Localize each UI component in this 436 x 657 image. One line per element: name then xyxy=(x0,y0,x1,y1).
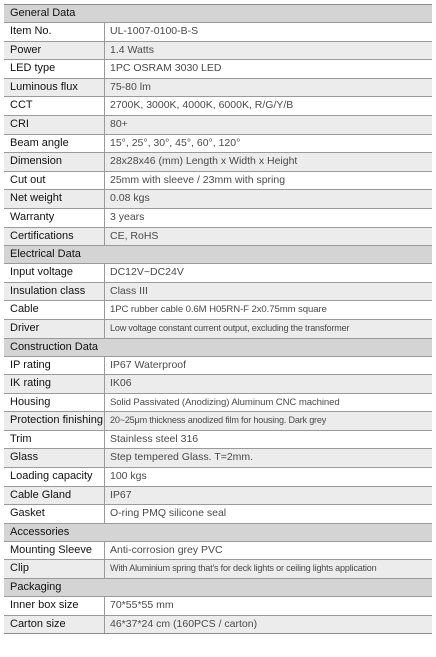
spec-row-beam-angle xyxy=(4,135,432,154)
spec-value: 100 kgs xyxy=(110,470,147,483)
spec-row-housing xyxy=(4,394,432,413)
spec-value: 20~25μm thickness anodized film for housing. Dark grey xyxy=(110,415,327,426)
spec-row-gasket xyxy=(4,505,432,524)
spec-label: LED type xyxy=(4,60,105,78)
spec-label: Loading capacity xyxy=(4,468,105,486)
spec-label: Warranty xyxy=(4,209,105,227)
spec-value: IP67 Waterproof xyxy=(110,358,187,371)
spec-label: Mounting Sleeve xyxy=(4,542,105,560)
spec-row-inner-box-size xyxy=(4,597,432,616)
spec-value: IK06 xyxy=(110,377,132,390)
spec-value: 1.4 Watts xyxy=(110,43,154,56)
spec-label: Beam angle xyxy=(4,135,105,153)
spec-value: O-ring PMQ silicone seal xyxy=(110,507,227,520)
spec-label: IK rating xyxy=(4,375,105,393)
section-header-construction-data: Construction Data xyxy=(4,339,432,357)
spec-label: Cable xyxy=(4,301,105,319)
spec-row-warranty xyxy=(4,209,432,228)
spec-row-power xyxy=(4,42,432,61)
section-header-accessories: Accessories xyxy=(4,524,432,542)
spec-value: UL-1007-0100-B-S xyxy=(110,25,199,37)
spec-value: 46*37*24 cm (160PCS / carton) xyxy=(110,617,258,630)
spec-row-led-type xyxy=(4,60,432,79)
spec-value: 1PC OSRAM 3030 LED xyxy=(110,62,222,75)
spec-value: DC12V~DC24V xyxy=(110,266,184,279)
spec-value: 2700K, 3000K, 4000K, 6000K, R/G/Y/B xyxy=(110,99,294,112)
spec-row-protection-finishing xyxy=(4,412,432,431)
spec-row-ik-rating xyxy=(4,375,432,394)
spec-value: 3 years xyxy=(110,210,145,223)
spec-row-cable-gland xyxy=(4,487,432,506)
spec-row-cct xyxy=(4,97,432,116)
spec-value: 1PC rubber cable 0.6M H05RN-F 2x0.75mm square xyxy=(110,304,327,316)
spec-label: Trim xyxy=(4,431,105,449)
spec-value: 80+ xyxy=(110,117,128,130)
spec-label: IP rating xyxy=(4,357,105,375)
spec-value: Solid Passivated (Anodizing) Aluminum CNC machined xyxy=(110,396,340,408)
spec-row-luminous-flux xyxy=(4,79,432,98)
spec-label: Inner box size xyxy=(4,597,105,615)
spec-row-mounting-sleeve xyxy=(4,542,432,561)
spec-row-cri xyxy=(4,116,432,135)
spec-row-ip-rating xyxy=(4,357,432,376)
spec-value: 28x28x46 (mm) Length x Width x Height xyxy=(110,155,298,168)
spec-label: Gasket xyxy=(4,505,105,523)
spec-value: Class III xyxy=(110,284,148,297)
spec-label: Cut out xyxy=(4,172,105,190)
spec-label: Housing xyxy=(4,394,105,412)
spec-label: Clip xyxy=(4,560,105,578)
spec-value: IP67 xyxy=(110,488,132,501)
spec-row-driver xyxy=(4,320,432,339)
spec-row-net-weight xyxy=(4,190,432,209)
spec-value: With Aluminium spring that's for deck lights or ceiling lights application xyxy=(110,563,377,574)
spec-value: Stainless steel 316 xyxy=(110,432,199,445)
spec-row-cut-out xyxy=(4,172,432,191)
spec-row-cable xyxy=(4,301,432,320)
spec-value: 75-80 lm xyxy=(110,80,151,93)
spec-sheet xyxy=(4,4,432,634)
spec-row-glass xyxy=(4,449,432,468)
spec-label: Net weight xyxy=(4,190,105,208)
spec-row-trim xyxy=(4,431,432,450)
spec-value: 15°, 25°, 30°, 45°, 60°, 120° xyxy=(110,136,241,149)
spec-value: 70*55*55 mm xyxy=(110,599,174,612)
spec-value: 0.08 kgs xyxy=(110,192,150,205)
spec-label: Carton size xyxy=(4,616,105,634)
spec-label: Protection finishing xyxy=(4,412,105,430)
spec-row-certifications xyxy=(4,228,432,247)
spec-label: Cable Gland xyxy=(4,487,105,505)
spec-value: Low voltage constant current output, excluding the transformer xyxy=(110,322,350,333)
section-header-electrical-data: Electrical Data xyxy=(4,246,432,264)
spec-label: CRI xyxy=(4,116,105,134)
spec-row-input-voltage xyxy=(4,264,432,283)
section-header-packaging: Packaging xyxy=(4,579,432,597)
spec-row-dimension xyxy=(4,153,432,172)
spec-value: 25mm with sleeve / 23mm with spring xyxy=(110,173,286,186)
spec-row-clip xyxy=(4,560,432,579)
section-header-general-data: General Data xyxy=(4,5,432,23)
spec-label: Dimension xyxy=(4,153,105,171)
spec-value: CE, RoHS xyxy=(110,229,159,242)
spec-label: Insulation class xyxy=(4,283,105,301)
spec-row-loading-capacity xyxy=(4,468,432,487)
spec-label: Glass xyxy=(4,449,105,467)
spec-label: Luminous flux xyxy=(4,79,105,97)
spec-label: CCT xyxy=(4,97,105,115)
spec-label: Item No. xyxy=(4,23,105,41)
spec-row-carton-size xyxy=(4,616,432,634)
spec-label: Input voltage xyxy=(4,264,105,282)
spec-label: Certifications xyxy=(4,228,105,246)
spec-label: Driver xyxy=(4,320,105,338)
spec-value: Step tempered Glass. T=2mm. xyxy=(110,451,254,464)
spec-row-insulation-class xyxy=(4,283,432,302)
spec-label: Power xyxy=(4,42,105,60)
spec-value: Anti-corrosion grey PVC xyxy=(110,543,223,556)
spec-row-item-no xyxy=(4,23,432,42)
